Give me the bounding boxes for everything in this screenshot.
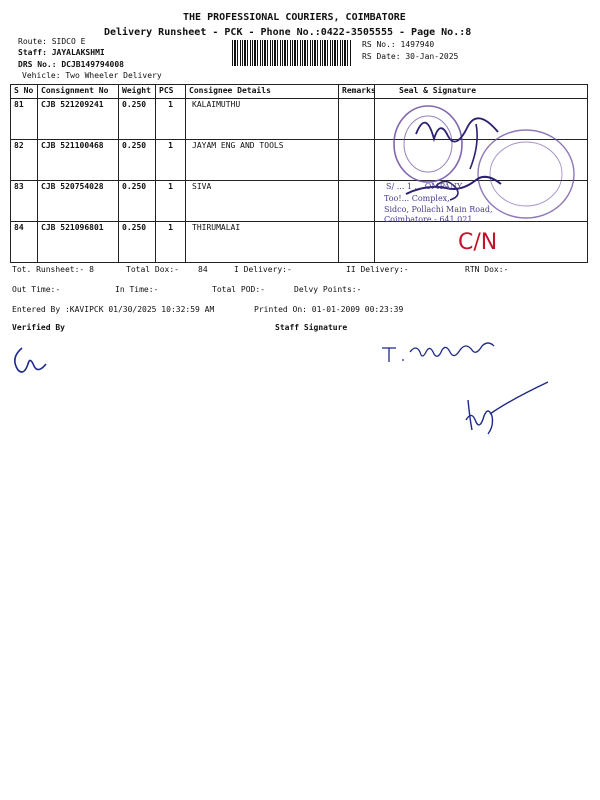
total-dox-value: 84 <box>198 265 208 274</box>
staff-signature-label: Staff Signature <box>275 323 348 332</box>
row-weight: 0.250 <box>119 99 156 140</box>
row-sno: 82 <box>11 140 38 181</box>
col-remarks: Remarks <box>339 85 375 99</box>
stamp-text-4: Coimbatore - 641 021 <box>384 215 473 224</box>
row-weight: 0.250 <box>119 222 156 263</box>
row-consignee: KALAIMUTHU <box>186 99 339 140</box>
row-consignment: CJB 521096801 <box>38 222 119 263</box>
col-consignment: Consignment No <box>38 85 119 99</box>
out-time: Out Time:- <box>12 285 61 294</box>
entered-by: Entered By :KAVIPCK 01/30/2025 10:32:59 AM <box>12 305 215 314</box>
col-consignee: Consignee Details <box>186 85 339 99</box>
row-consignment: CJB 521100468 <box>38 140 119 181</box>
tot-runsheet: Tot. Runsheet:- 8 <box>12 265 94 274</box>
in-time: In Time:- <box>115 285 159 294</box>
row-pcs: 1 <box>156 140 186 181</box>
col-pcs: PCS <box>156 85 186 99</box>
stamp-text-2: Too!... Complex, <box>384 194 450 203</box>
row-consignee: JAYAM ENG AND TOOLS <box>186 140 339 181</box>
row-weight: 0.250 <box>119 181 156 222</box>
delvy-points: Delvy Points:- <box>294 285 362 294</box>
row-remarks <box>339 140 375 181</box>
row-pcs: 1 <box>156 222 186 263</box>
staff-signature <box>378 338 528 368</box>
ii-delivery: II Delivery:- <box>346 265 409 274</box>
company-title: THE PROFESSIONAL COURIERS, COIMBATORE <box>183 12 406 23</box>
stamp-text-3: Sidco, Pollachi Main Road, <box>384 205 493 214</box>
col-weight: Weight <box>119 85 156 99</box>
row-consignee: THIRUMALAI <box>186 222 339 263</box>
printed-on: Printed On: 01-01-2009 00:23:39 <box>254 305 404 314</box>
row-consignment: CJB 521209241 <box>38 99 119 140</box>
row-weight: 0.250 <box>119 140 156 181</box>
row-consignee: SIVA <box>186 181 339 222</box>
second-signature <box>460 380 560 440</box>
route-label: Route: SIDCO E <box>18 37 86 46</box>
vehicle-label: Vehicle: Two Wheeler Delivery <box>22 71 162 80</box>
rtn-dox: RTN Dox:- <box>465 265 509 274</box>
row-remarks <box>339 99 375 140</box>
rs-number: RS No.: 1497940 <box>362 40 435 49</box>
handwritten-cn: C/N <box>458 230 498 255</box>
barcode <box>232 40 352 66</box>
row-pcs: 1 <box>156 99 186 140</box>
row-sno: 83 <box>11 181 38 222</box>
stamp-text-1: S/ ... 1 ... OMPANY <box>386 182 463 191</box>
verified-by-label: Verified By <box>12 323 65 332</box>
total-dox-label: Total Dox:- <box>126 265 179 274</box>
runsheet-subtitle: Delivery Runsheet - PCK - Phone No.:0422-3505555 - Page No.:8 <box>104 27 472 38</box>
total-pod: Total POD:- <box>212 285 265 294</box>
row-remarks <box>339 222 375 263</box>
row-consignment: CJB 520754028 <box>38 181 119 222</box>
row-remarks <box>339 181 375 222</box>
row-sno: 81 <box>11 99 38 140</box>
rs-date: RS Date: 30-Jan-2025 <box>362 52 459 61</box>
i-delivery: I Delivery:- <box>234 265 292 274</box>
col-seal: Seal & Signature <box>375 85 588 99</box>
drs-number: DRS No.: DCJB149794008 <box>18 60 124 69</box>
staff-label: Staff: JAYALAKSHMI <box>18 48 105 57</box>
row-pcs: 1 <box>156 181 186 222</box>
col-sno: S No <box>11 85 38 99</box>
row-sno: 84 <box>11 222 38 263</box>
verified-signature <box>8 340 58 380</box>
